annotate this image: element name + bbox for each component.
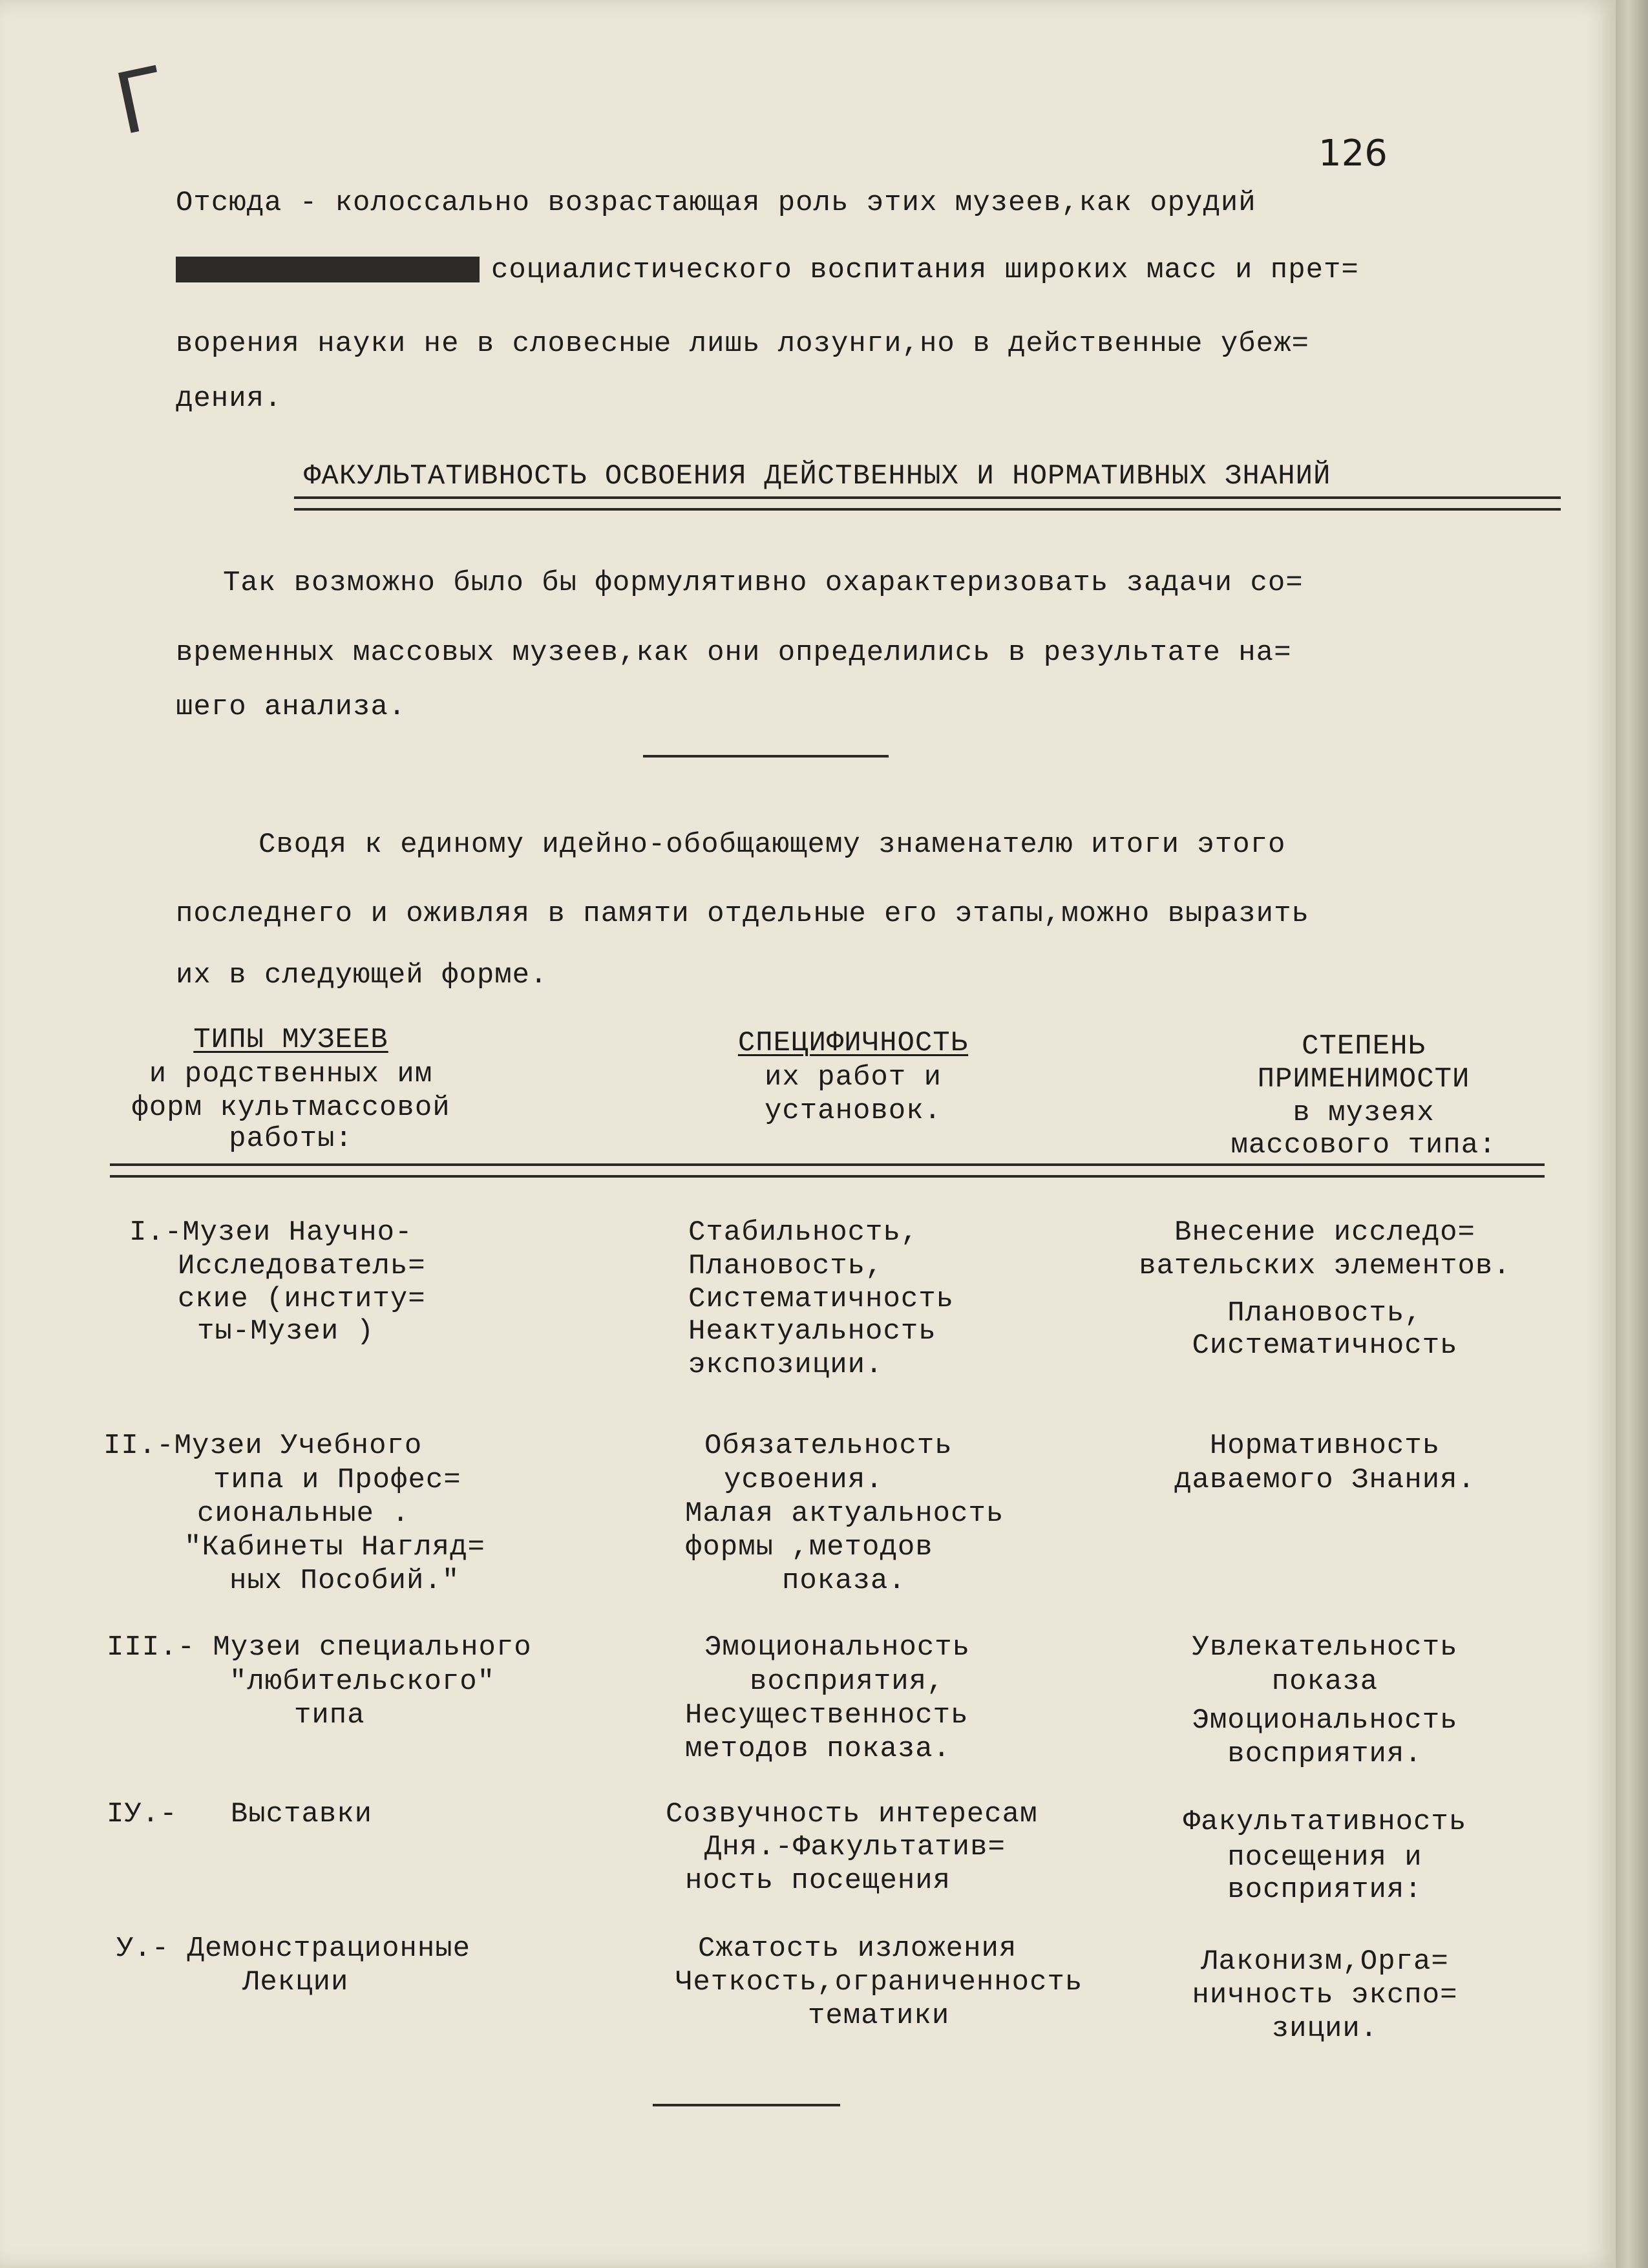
header-applicability-line: в музеях xyxy=(1293,1097,1435,1129)
header-specificity-line: установок. xyxy=(764,1095,942,1127)
row1-appl: Систематичность xyxy=(1192,1330,1458,1362)
corner-mark: Г xyxy=(107,47,178,154)
row1-spec: Систематичность xyxy=(688,1283,955,1315)
para2-line-1: Сводя к единому идейно-обобщающему знаменателю итоги этого xyxy=(259,829,1286,861)
row3-type: III.- Музеи специального xyxy=(107,1631,532,1664)
row3-type: типа xyxy=(294,1699,365,1732)
row2-spec: формы ,методов xyxy=(685,1531,933,1563)
table-header-double-rule xyxy=(110,1163,1545,1178)
row4-spec: Созвучность интересам xyxy=(666,1798,1038,1830)
row1-appl: Плановость, xyxy=(1227,1297,1422,1330)
row1-type: ские (институ= xyxy=(178,1283,426,1315)
row2-spec: усвоения. xyxy=(724,1464,883,1496)
row2-spec: показа. xyxy=(782,1565,906,1597)
end-separator-dash xyxy=(653,2104,840,2106)
intro-line-3: ворения науки не в словесные лишь лозунги,но в действенные убеж= xyxy=(176,328,1309,360)
row4-appl: Факультативность xyxy=(1183,1806,1467,1838)
row3-appl: Эмоциональность xyxy=(1192,1704,1458,1737)
row1-spec: Плановость, xyxy=(688,1250,883,1282)
row3-type: "любительского" xyxy=(229,1666,496,1698)
header-applicability-title: СТЕПЕНЬ xyxy=(1302,1030,1426,1063)
row4-appl: восприятия: xyxy=(1227,1874,1422,1906)
para2-line-3: их в следующей форме. xyxy=(176,959,548,991)
row1-spec: экспозиции. xyxy=(688,1349,883,1381)
row3-appl: восприятия. xyxy=(1227,1738,1422,1770)
row4-type: IУ.- Выставки xyxy=(107,1798,373,1830)
row1-appl: Внесение исследо= xyxy=(1174,1216,1475,1249)
row4-spec: ность посещения xyxy=(685,1865,951,1897)
row5-spec: Четкость,ограниченность xyxy=(675,1966,1083,1998)
row1-appl: вательских элементов. xyxy=(1139,1250,1511,1282)
struck-out-word xyxy=(176,257,480,282)
row5-type: Лекции xyxy=(242,1966,349,1998)
intro-line-1: Отсюда - колоссально возрастающая роль этих музеев,как орудий xyxy=(176,187,1256,219)
row1-type: I.-Музеи Научно- xyxy=(129,1216,413,1249)
row3-appl: Увлекательность xyxy=(1192,1631,1458,1664)
intro-line-4: дения. xyxy=(176,383,282,415)
row4-spec: Дня.-Факультатив= xyxy=(704,1831,1006,1863)
row3-spec: Эмоциональность xyxy=(704,1631,971,1664)
row5-type: У.- Демонстрационные xyxy=(116,1933,471,1965)
row2-spec: Обязательность xyxy=(704,1430,953,1462)
row1-type: ты-Музеи ) xyxy=(197,1315,375,1348)
row2-appl: даваемого Знания. xyxy=(1174,1464,1475,1496)
para1-line-1: Так возможно было бы формулятивно охарактеризовать задачи со= xyxy=(223,567,1304,599)
row2-type: II.-Музеи Учебного xyxy=(103,1430,423,1462)
row4-appl: посещения и xyxy=(1227,1841,1422,1874)
header-applicability-line: ПРИМЕНИМОСТИ xyxy=(1257,1063,1470,1096)
row2-type: сиональные . xyxy=(197,1498,410,1530)
header-specificity-line: их работ и xyxy=(764,1061,942,1094)
page-number: 126 xyxy=(1318,132,1388,175)
header-types-title: ТИПЫ МУЗЕЕВ xyxy=(193,1024,388,1056)
page-edge xyxy=(1616,0,1648,2268)
row2-type: типа и Профес= xyxy=(213,1464,461,1496)
header-specificity-title: СПЕЦИФИЧНОСТЬ xyxy=(737,1027,969,1059)
para1-line-2: временных массовых музеев,как они определились в результате на= xyxy=(176,637,1292,669)
row1-spec: Стабильность, xyxy=(688,1216,919,1249)
heading-double-underline xyxy=(294,496,1561,511)
intro-line-2-wrap xyxy=(176,256,1359,284)
row2-type: "Кабинеты Нагляд= xyxy=(184,1531,485,1563)
separator-dash xyxy=(643,755,889,758)
row3-spec: методов показа. xyxy=(685,1733,951,1765)
row3-appl: показа xyxy=(1271,1666,1379,1698)
header-types-line: и родственных им xyxy=(149,1058,433,1090)
row2-type: ных Пособий." xyxy=(229,1565,460,1597)
header-applicability-line: массового типа: xyxy=(1231,1129,1497,1161)
row5-appl: ничность экспо= xyxy=(1192,1979,1458,2011)
row3-spec: восприятия, xyxy=(750,1666,945,1698)
row5-spec: Сжатость изложения xyxy=(698,1933,1017,1965)
row2-appl: Нормативность xyxy=(1209,1430,1441,1462)
header-types-line: форм культмассовой xyxy=(131,1092,450,1124)
row3-spec: Несущественность xyxy=(685,1699,969,1732)
intro-line-2: социалистического воспитания широких масс и прет= xyxy=(491,254,1359,286)
para2-line-2: последнего и оживляя в памяти отдельные его этапы,можно выразить xyxy=(176,898,1309,930)
row1-type: Исследователь= xyxy=(178,1250,426,1282)
row5-appl: зиции. xyxy=(1271,2013,1379,2045)
row5-appl: Лаконизм,Орга= xyxy=(1201,1945,1449,1978)
section-heading: ФАКУЛЬТАТИВНОСТЬ ОСВОЕНИЯ ДЕЙСТВЕННЫХ И НОРМАТИВНЫХ ЗНАНИЙ xyxy=(304,460,1331,493)
row5-spec: тематики xyxy=(808,2000,950,2032)
para1-line-3: шего анализа. xyxy=(176,691,407,723)
row1-spec: Неактуальность xyxy=(688,1315,936,1348)
row2-spec: Малая актуальность xyxy=(685,1498,1004,1530)
header-types-line: работы: xyxy=(229,1123,353,1155)
